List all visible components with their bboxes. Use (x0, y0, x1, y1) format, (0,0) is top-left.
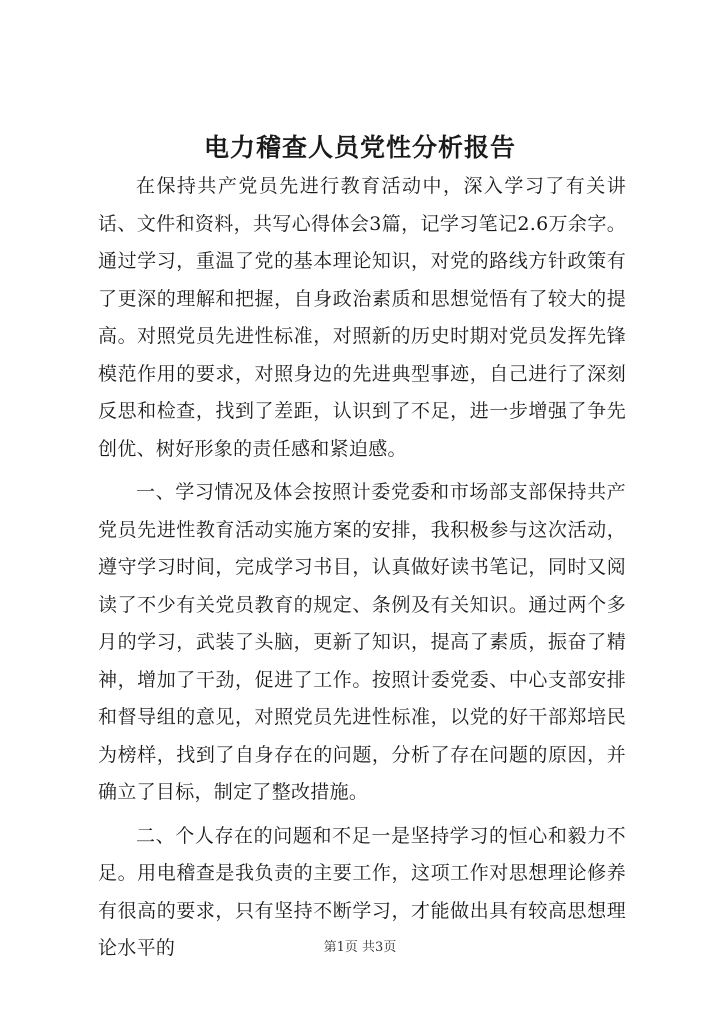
page-footer: 第1页 共3页 (323, 940, 397, 955)
paragraph-problems: 二、个人存在的问题和不足一是坚持学习的恒心和毅力不足。用电稽查是我负责的主要工作，这项工作对思想理论修养有很高的要求，只有坚持不断学习，才能做出具有较高思想理论水平的 (98, 824, 626, 959)
document-body (98, 168, 626, 968)
document-title: 电力稽查人员党性分析报告 (203, 133, 516, 162)
paragraph-intro: 在保持共产党员先进行教育活动中，深入学习了有关讲话、文件和资料，共写心得体会3篇，记学习笔记2.6万余字。通过学习，重温了党的基本理论知识，对党的路线方针政策有了更深的理解和把握，自身政治素质和思想觉悟有了较大的提高。对照党员先进性标准，对照新的历史时期对党员发挥先锋模范作用的要求，对照身边的先进典型事迹，自己进行了深刻反思和检查，找到了差距，认识到了不足，进一步增强了争先创优、树好形象的责任感和紧迫感。 (98, 175, 626, 460)
paragraph-study-situation: 一、学习情况及体会按照计委党委和市场部支部保持共产党员先进性教育活动实施方案的安排，我积极参与这次活动，遵守学习时间，完成学习书目，认真做好读书笔记，同时又阅读了不少有关党员教育的规定、条例及有关知识。通过两个多月的学习，武装了头脑，更新了知识，提高了素质，振奋了精神，增加了干劲，促进了工作。按照计委党委、中心支部安排和督导组的意见，对照党员先进性标准，以党的好干部郑培民为榜样，找到了自身存在的问题，分析了存在问题的原因，并确立了目标，制定了整改措施。 (98, 481, 626, 803)
